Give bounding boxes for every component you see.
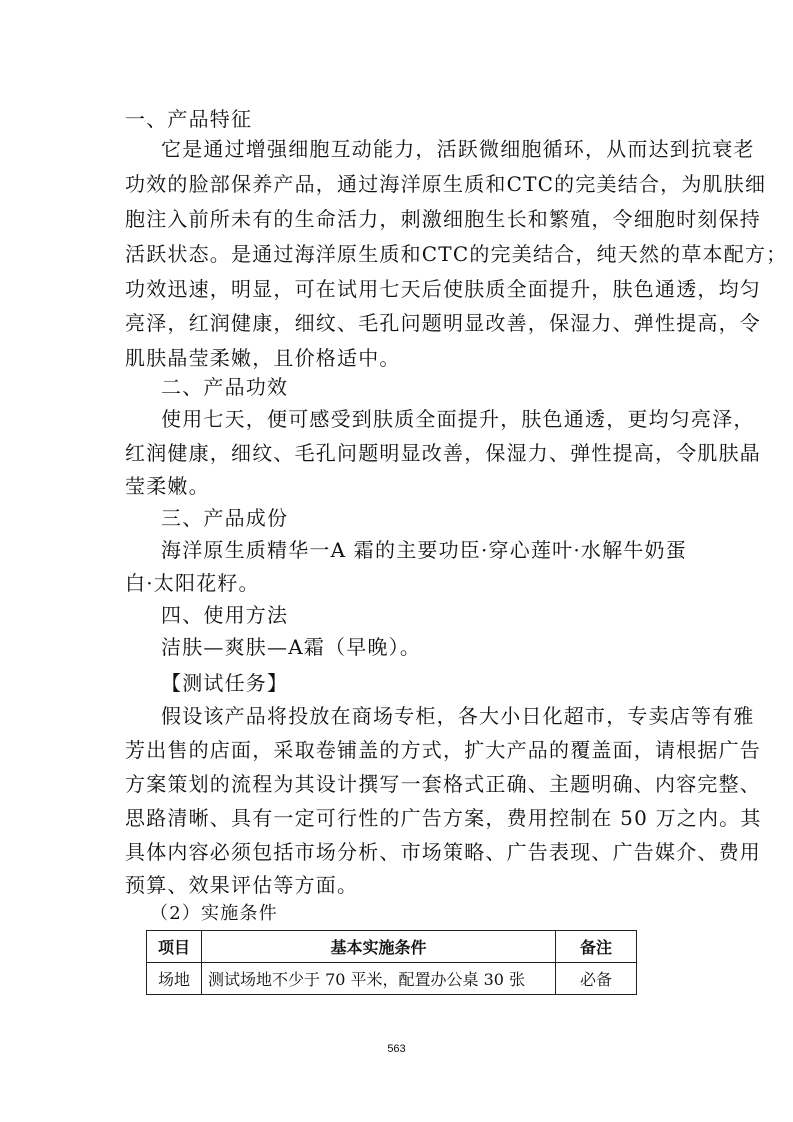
table-header-row <box>147 931 637 963</box>
paragraph-line: 具体内容必须包括市场分析、市场策略、广告表现、广告媒介、费用 <box>125 840 761 864</box>
section-heading-task: 【测试任务】 <box>161 671 289 695</box>
paragraph-line: 预算、效果评估等方面。 <box>125 873 359 897</box>
paragraph-line: 功效的脸部保养产品，通过海洋原生质和CTC的完美结合，为肌肤细 <box>125 172 767 196</box>
table-header-cell: 项目 <box>147 931 202 963</box>
table-cell: 测试场地不少于 70 平米，配置办公桌 30 张 <box>202 963 556 995</box>
paragraph-line: 思路清晰、具有一定可行性的广告方案，费用控制在 50 万之内。其 <box>125 806 762 830</box>
paragraph-line: 芳出售的店面，采取卷铺盖的方式，扩大产品的覆盖面，请根据广告 <box>125 738 761 762</box>
section-heading-effects: 二、产品功效 <box>161 375 289 399</box>
paragraph-line: 莹柔嫩。 <box>125 474 210 498</box>
paragraph-line: 使用七天，便可感受到肤质全面提升，肤色通透，更均匀亮泽， <box>161 407 755 431</box>
table-row <box>147 963 637 995</box>
paragraph-line: 活跃状态。是通过海洋原生质和CTC的完美结合，纯天然的草本配方； <box>125 242 788 266</box>
page-number: 563 <box>387 1043 406 1055</box>
paragraph-line: 功效迅速，明显，可在试用七天后使肤质全面提升，肤色通透，均匀 <box>125 277 761 301</box>
paragraph-line: 假设该产品将投放在商场专柜，各大小日化超市，专卖店等有雅 <box>161 704 755 728</box>
paragraph-line: 白·太阳花籽。 <box>125 571 260 595</box>
paragraph-line: 方案策划的流程为其设计撰写一套格式正确、主题明确、内容完整、 <box>125 772 761 796</box>
paragraph-line: 亮泽，红润健康，细纹、毛孔问题明显改善，保湿力、弹性提高，令 <box>125 311 761 335</box>
section-heading-features: 一、产品特征 <box>125 107 253 131</box>
conditions-table <box>146 930 637 995</box>
section-heading-usage: 四、使用方法 <box>161 603 289 627</box>
paragraph-line: 海洋原生质精华一A 霜的主要功臣·穿心莲叶·水解牛奶蛋 <box>161 538 687 562</box>
paragraph-line: 洁肤—爽肤—A霜（早晚）。 <box>161 635 422 659</box>
paragraph-line: 肌肤晶莹柔嫩，且价格适中。 <box>125 346 401 370</box>
paragraph-line: 红润健康，细纹、毛孔问题明显改善，保湿力、弹性提高，令肌肤晶 <box>125 441 761 465</box>
table-header-cell: 基本实施条件 <box>202 931 556 963</box>
table-header-cell: 备注 <box>556 931 637 963</box>
table-cell: 场地 <box>147 963 202 995</box>
table-cell: 必备 <box>556 963 637 995</box>
section-heading-ingredients: 三、产品成份 <box>161 506 289 530</box>
paragraph-line: 它是通过增强细胞互动能力，活跃微细胞循环，从而达到抗衰老 <box>161 137 755 161</box>
conditions-heading: （2）实施条件 <box>150 903 278 924</box>
paragraph-line: 胞注入前所未有的生命活力，刺激细胞生长和繁殖，令细胞时刻保持 <box>125 207 761 231</box>
